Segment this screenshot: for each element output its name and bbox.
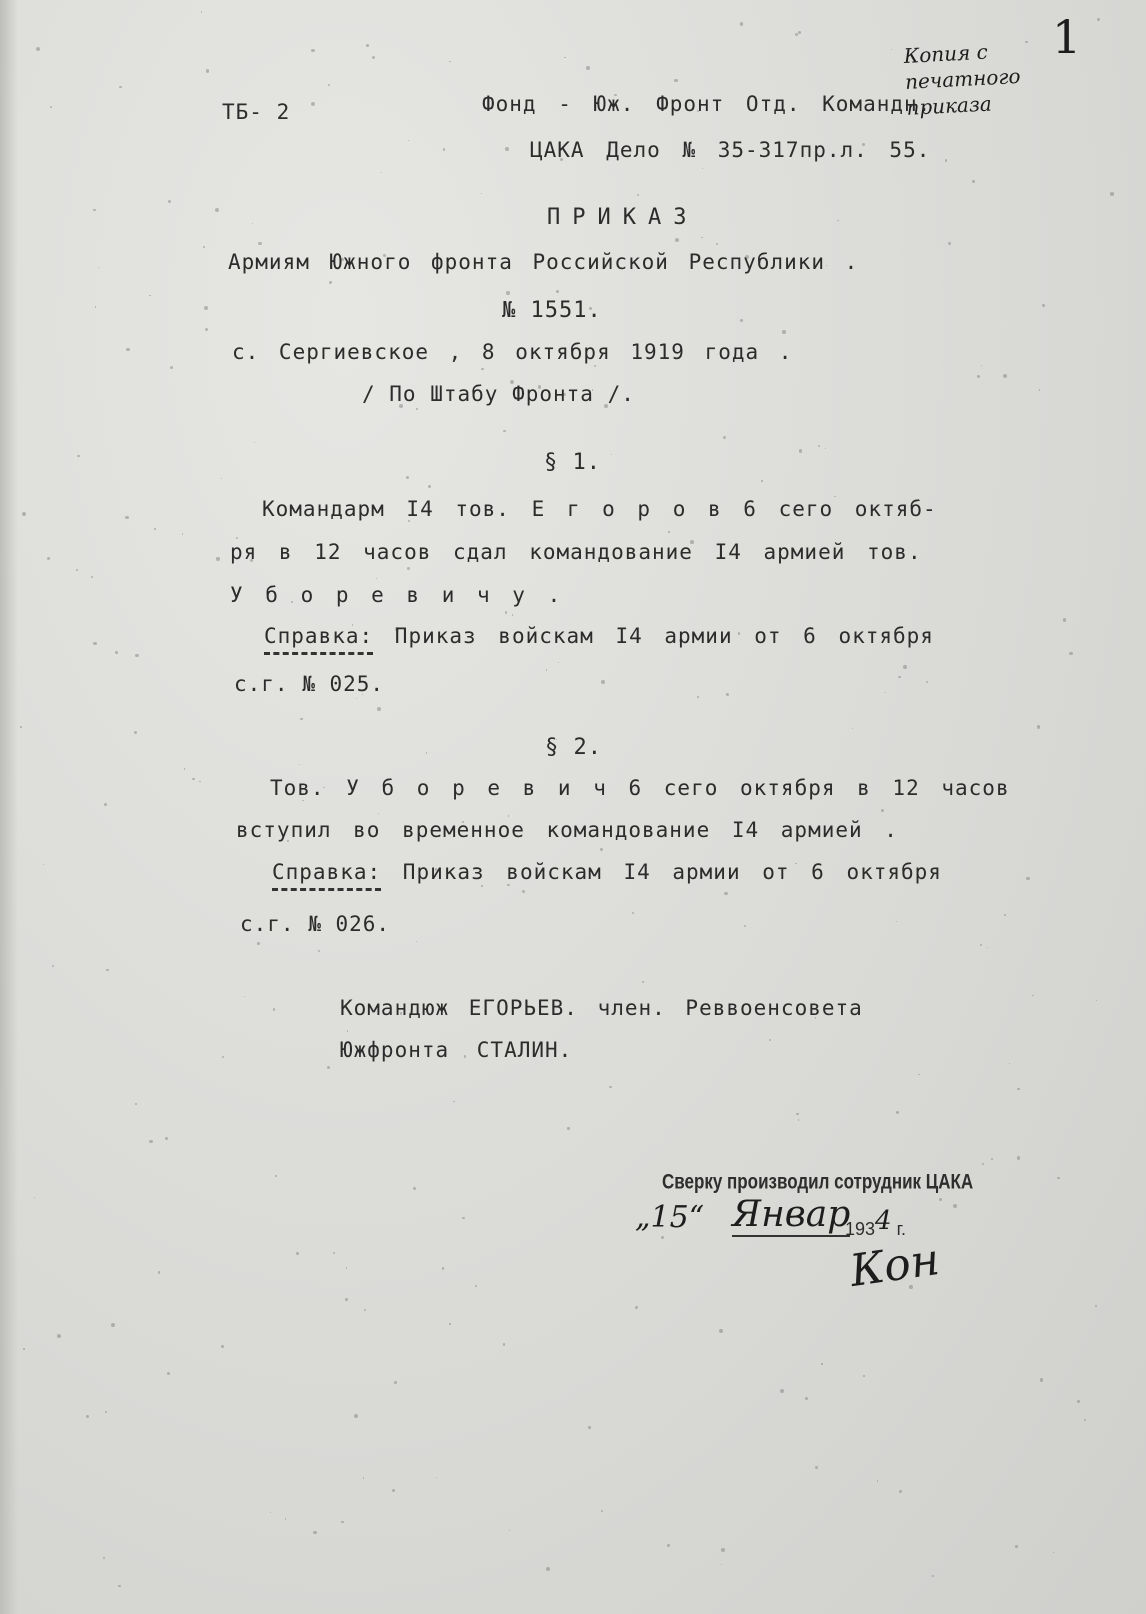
paper-speck (377, 707, 381, 711)
paper-speck (481, 885, 483, 887)
paper-speck (356, 698, 357, 699)
paper-speck (270, 1512, 271, 1513)
paper-speck (697, 696, 699, 698)
section-1-reference-line-2-text: с.г. № 025. (234, 672, 385, 696)
paper-speck (1004, 914, 1006, 916)
paper-speck (726, 693, 729, 696)
document-title-text: ПРИКАЗ (547, 205, 699, 230)
paper-speck (394, 1381, 397, 1384)
signature-line-2 (340, 1038, 572, 1062)
paper-speck (1077, 1400, 1080, 1403)
page-number-value: 1 (1052, 10, 1082, 64)
paper-speck (594, 365, 596, 367)
paper-speck (564, 57, 565, 58)
verification-year-prefix: 193 (845, 1219, 876, 1239)
paper-speck (275, 1175, 277, 1177)
paper-speck (300, 718, 303, 721)
paper-speck (987, 947, 988, 948)
paper-speck (815, 1466, 818, 1469)
verification-year-handwritten: 4 (875, 1206, 892, 1236)
paper-speck (945, 159, 947, 161)
paper-speck (723, 436, 726, 439)
paper-speck (413, 1187, 416, 1190)
paper-speck (744, 925, 746, 927)
archive-code-text: ТБ- 2 (222, 100, 291, 124)
paper-speck (199, 781, 200, 782)
paper-speck (481, 193, 482, 194)
paper-speck (311, 49, 315, 53)
paper-speck (740, 22, 744, 26)
paper-speck (443, 148, 446, 151)
paper-speck (567, 1127, 569, 1129)
verification-date-day (635, 1200, 704, 1235)
section-2-line-2 (236, 818, 898, 842)
paper-speck (347, 1030, 348, 1031)
paper-speck (345, 1298, 348, 1301)
fond-line (482, 92, 931, 116)
paper-speck (36, 47, 40, 51)
paper-speck (1040, 1378, 1044, 1382)
paper-speck (642, 981, 644, 983)
paper-speck (168, 200, 171, 203)
paper-speck (522, 890, 525, 893)
paper-speck (481, 368, 483, 370)
paper-speck (215, 208, 219, 212)
paper-speck (825, 448, 826, 449)
paper-speck (341, 1521, 343, 1523)
paper-speck (932, 1575, 934, 1577)
paper-speck (407, 567, 410, 570)
paper-speck (154, 528, 156, 530)
verification-stamp (662, 1170, 973, 1195)
paper-speck (721, 1564, 722, 1565)
paper-speck (818, 445, 820, 447)
paper-speck (372, 56, 375, 59)
section-2-line-1-text: Тов. У б о р е в и ч 6 сего октября в 12 часов (270, 776, 1010, 800)
paper-speck (203, 246, 205, 248)
paper-speck (609, 1086, 611, 1088)
paper-speck (170, 366, 173, 369)
paper-speck (982, 1163, 984, 1165)
paper-speck (167, 1372, 170, 1375)
paper-speck (503, 430, 505, 432)
section-2-reference-line-2-text: с.г. № 026. (240, 912, 391, 936)
paper-speck (318, 950, 320, 952)
paper-speck (1039, 389, 1040, 390)
paper-speck (442, 1267, 444, 1269)
paper-speck (863, 1375, 865, 1377)
page-number (1052, 10, 1081, 64)
verification-initials-text: Кон (846, 1234, 943, 1297)
paper-speck (1017, 1156, 1020, 1159)
paper-speck (1053, 1552, 1054, 1553)
signature-line-2-text: Южфронта СТАЛИН. (340, 1038, 573, 1062)
paper-speck (980, 944, 982, 946)
paper-speck (1032, 995, 1033, 996)
paper-speck (364, 1309, 366, 1311)
paper-speck (611, 454, 612, 455)
paper-speck (546, 1567, 550, 1571)
paper-speck (76, 569, 78, 571)
paper-speck (182, 533, 183, 534)
paper-speck (507, 884, 509, 886)
place-date-line (232, 340, 792, 364)
paper-speck (1084, 1419, 1086, 1421)
paper-speck (313, 1531, 316, 1534)
paper-speck (258, 242, 262, 246)
paper-speck (877, 1480, 878, 1481)
paper-speck (354, 1414, 358, 1418)
paper-speck (991, 1158, 993, 1160)
paper-speck (1110, 192, 1113, 195)
section-2-heading (545, 735, 602, 760)
paper-speck (184, 768, 186, 770)
paper-speck (701, 237, 703, 239)
paper-speck (52, 965, 54, 967)
paper-speck (505, 147, 509, 151)
paper-speck (406, 476, 409, 479)
paper-speck (918, 1074, 919, 1075)
paper-speck (926, 681, 928, 683)
verification-date-day-text: „15“ (635, 1200, 705, 1235)
paper-speck (449, 61, 451, 63)
paper-speck (453, 1101, 455, 1103)
paper-speck (953, 1204, 957, 1208)
paper-speck (149, 1140, 153, 1144)
paper-speck (780, 1389, 784, 1393)
paper-speck (328, 84, 330, 86)
paper-speck (509, 1530, 510, 1531)
document-title (547, 205, 698, 230)
paper-speck (852, 728, 853, 729)
paper-speck (1015, 1545, 1018, 1548)
paper-speck (635, 1306, 638, 1309)
paper-speck (798, 1119, 799, 1120)
paper-speck (601, 680, 605, 684)
paper-speck (158, 1271, 160, 1273)
section-1-line-1-text: Командарм I4 тов. Е г о р о в 6 сего октяб- (262, 497, 937, 521)
paper-speck (740, 319, 743, 322)
paper-speck (1017, 1088, 1019, 1090)
paper-speck (558, 662, 560, 664)
section-1-reference-text: Приказ войскам I4 армии от 6 октября (373, 624, 934, 648)
paper-speck (77, 455, 79, 457)
paper-speck (327, 1066, 330, 1069)
paper-speck (105, 1411, 107, 1413)
section-1-heading-text: § 1. (544, 450, 601, 475)
paper-speck (43, 864, 44, 865)
paper-speck (221, 478, 222, 479)
verification-year-suffix: г. (896, 1219, 906, 1239)
paper-speck (503, 1343, 505, 1345)
paper-speck (252, 223, 253, 224)
paper-speck (299, 764, 300, 765)
paper-speck (600, 848, 603, 851)
addressee-line (228, 250, 858, 274)
paper-speck (885, 692, 886, 693)
archive-code (222, 100, 290, 124)
paper-speck (981, 365, 982, 366)
paper-speck (257, 942, 260, 945)
paper-speck (91, 576, 93, 578)
paper-speck (34, 1197, 35, 1198)
paper-speck (95, 306, 96, 307)
paper-speck (716, 243, 719, 246)
paper-speck (20, 726, 22, 728)
paper-speck (556, 290, 559, 293)
addressee-text: Армиям Южного фронта Российской Республики . (228, 250, 859, 274)
paper-speck (881, 809, 884, 812)
paper-speck (724, 892, 727, 895)
paper-speck (1003, 374, 1007, 378)
paper-speck (586, 66, 590, 70)
paper-speck (222, 1056, 224, 1058)
paper-speck (1063, 618, 1067, 622)
by-staff-line (362, 382, 635, 406)
fond-text: Фонд - Юж. Фронт Отд. Командн. (482, 92, 932, 116)
paper-speck (93, 209, 95, 211)
paper-speck (948, 242, 951, 245)
paper-speck (761, 480, 763, 482)
verification-date-month-text: Январ (732, 1194, 851, 1235)
paper-speck (135, 1103, 137, 1105)
paper-speck (296, 1252, 298, 1254)
paper-speck (898, 676, 901, 679)
section-1-line-3-text: У б о р е в и ч у . (230, 583, 562, 607)
paper-speck (103, 1557, 105, 1559)
verification-stamp-text: Сверку производил сотрудник ЦАКА (662, 1169, 974, 1194)
tsaka-line (530, 138, 930, 162)
section-1-reference-label: Справка: (264, 624, 373, 655)
paper-speck (782, 330, 785, 333)
paper-speck (799, 449, 802, 452)
by-staff-text: / По Штабу Фронта /. (362, 382, 635, 406)
paper-speck (896, 1111, 899, 1114)
paper-speck (661, 1236, 664, 1239)
paper-speck (1097, 18, 1100, 21)
paper-speck (674, 79, 677, 82)
paper-speck (165, 1137, 168, 1140)
paper-speck (1069, 652, 1073, 656)
paper-speck (805, 1397, 808, 1400)
paper-speck (376, 578, 377, 579)
paper-speck (381, 172, 382, 173)
section-2-reference (272, 860, 942, 884)
paper-speck (798, 31, 801, 34)
paper-speck (378, 813, 379, 814)
page-edge-shadow (0, 0, 18, 1614)
paper-speck (475, 1285, 478, 1288)
paper-speck (675, 238, 679, 242)
paper-speck (119, 86, 121, 88)
paper-speck (719, 1329, 723, 1333)
paper-speck (769, 1039, 771, 1041)
paper-speck (104, 803, 107, 806)
paper-speck (273, 1008, 275, 1010)
paper-speck (192, 778, 194, 780)
paper-speck (86, 1415, 89, 1418)
paper-speck (637, 194, 639, 196)
paper-speck (512, 614, 513, 615)
paper-speck (93, 642, 96, 645)
verification-date-month (732, 1194, 850, 1237)
paper-speck (505, 611, 507, 613)
paper-speck (1037, 725, 1040, 728)
paper-speck (667, 1544, 670, 1547)
paper-speck (118, 1585, 120, 1587)
paper-speck (216, 557, 219, 560)
paper-speck (426, 752, 427, 753)
signature-line-1-text: Командюж ЕГОРЬЕВ. член. Реввоенсовета (340, 996, 863, 1020)
paper-speck (796, 1113, 799, 1116)
paper-speck (206, 69, 209, 72)
section-1-heading (544, 450, 601, 475)
paper-speck (891, 49, 892, 50)
paper-speck (23, 1348, 25, 1350)
paper-speck (22, 512, 26, 516)
paper-speck (244, 996, 245, 997)
paper-speck (939, 1198, 942, 1201)
paper-speck (546, 669, 547, 670)
verification-year (845, 1206, 906, 1242)
signature-line-1 (340, 996, 863, 1020)
paper-speck (135, 654, 139, 658)
paper-speck (462, 1217, 465, 1220)
paper-speck (201, 11, 202, 12)
paper-speck (1042, 304, 1045, 307)
paper-speck (125, 516, 128, 519)
paper-speck (1026, 877, 1029, 880)
paper-speck (221, 1345, 224, 1348)
paper-speck (1095, 1305, 1097, 1307)
paper-speck (115, 651, 118, 654)
tsaka-text: ЦАКА Дело № 35-317пр.л. 55. (530, 138, 931, 162)
paper-speck (392, 1489, 395, 1492)
paper-speck (134, 731, 137, 734)
section-1-reference-line-2 (234, 672, 384, 696)
paper-speck (346, 1267, 348, 1269)
section-2-heading-text: § 2. (545, 735, 602, 760)
paper-speck (111, 1323, 115, 1327)
paper-speck (977, 375, 980, 378)
paper-speck (903, 665, 907, 669)
section-1-line-1 (262, 497, 937, 521)
paper-speck (149, 295, 150, 296)
paper-speck (668, 531, 669, 532)
paper-speck (1057, 1177, 1059, 1179)
paper-speck (47, 557, 50, 560)
paper-speck (106, 969, 109, 972)
section-2-line-1 (270, 776, 1010, 800)
paper-speck (98, 267, 100, 269)
paper-speck (601, 1510, 604, 1513)
paper-speck (363, 1477, 365, 1479)
paper-speck (285, 1518, 287, 1520)
place-date-text: с. Сергиевское , 8 октября 1919 года . (232, 340, 793, 364)
paper-speck (311, 102, 315, 106)
paper-speck (333, 1252, 335, 1254)
paper-speck (329, 281, 332, 284)
paper-speck (57, 1334, 61, 1338)
section-1-line-2 (230, 540, 922, 564)
paper-speck (126, 348, 130, 352)
section-2-line-2-text: вступил во временное командование I4 армией . (236, 818, 898, 842)
section-2-reference-line-2 (240, 912, 390, 936)
paper-speck (1009, 1063, 1010, 1064)
paper-speck (416, 408, 417, 409)
paper-speck (366, 44, 369, 47)
section-1-line-3 (230, 583, 561, 607)
section-2-reference-text: Приказ войскам I4 армии от 6 октября (381, 860, 942, 884)
paper-speck (50, 106, 52, 108)
handwritten-note-text: Копия с печатного приказа (903, 39, 1022, 120)
paper-speck (449, 1323, 450, 1324)
paper-speck (205, 328, 208, 331)
paper-speck (254, 442, 255, 443)
paper-speck (408, 140, 409, 141)
paper-speck (416, 941, 417, 942)
paper-speck (632, 912, 634, 914)
paper-speck (821, 1363, 822, 1364)
order-number (502, 298, 602, 323)
paper-speck (837, 220, 839, 222)
paper-speck (721, 1548, 725, 1552)
section-1-reference (264, 624, 934, 648)
paper-speck (795, 33, 798, 36)
paper-speck (506, 291, 510, 295)
paper-speck (428, 485, 431, 488)
section-1-line-2-text: ря в 12 часов сдал командование I4 армией тов. (230, 540, 922, 564)
section-2-reference-label: Справка: (272, 860, 381, 891)
paper-speck (508, 815, 510, 817)
verification-initials (847, 1234, 943, 1297)
order-number-text: № 1551. (502, 298, 602, 323)
paper-speck (436, 1477, 437, 1478)
paper-speck (702, 168, 703, 169)
paper-speck (972, 180, 974, 182)
paper-speck (204, 306, 208, 310)
paper-speck (899, 1490, 903, 1494)
paper-speck (1096, 1000, 1097, 1001)
paper-speck (588, 1426, 590, 1428)
paper-speck (896, 921, 898, 923)
